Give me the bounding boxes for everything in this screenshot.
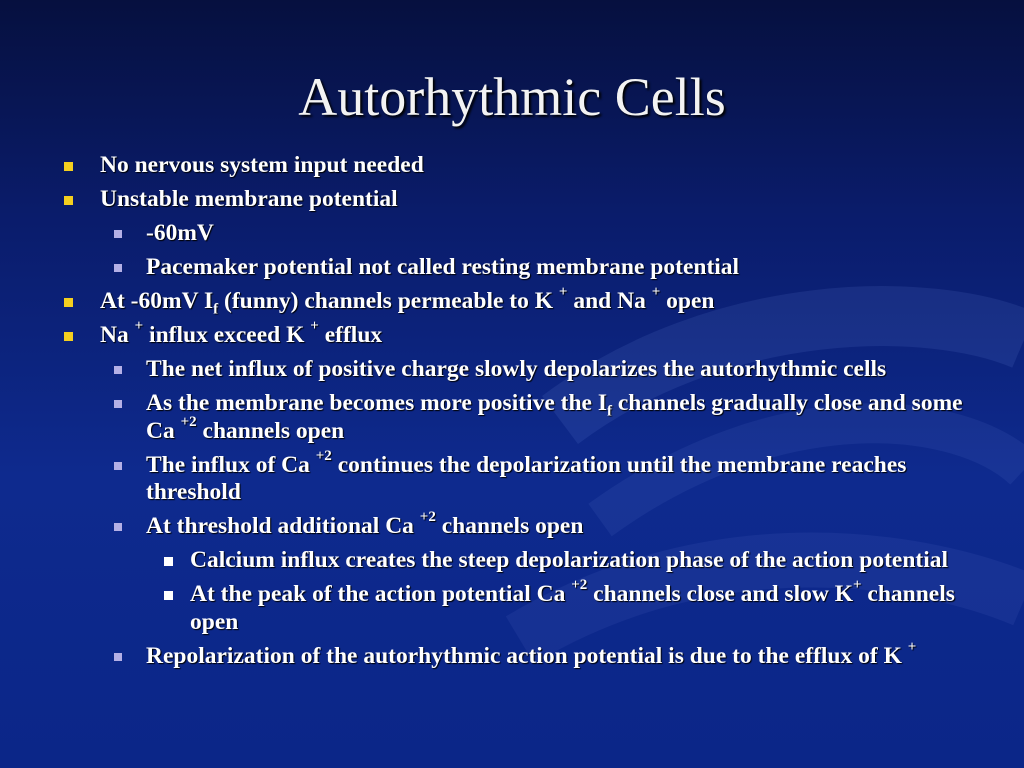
square-bullet-icon <box>64 332 73 341</box>
square-bullet-icon <box>64 196 73 205</box>
sub-bullet-item <box>0 390 1024 445</box>
bullet-text: Unstable membrane potential <box>100 186 398 212</box>
sub-bullet-item <box>0 220 1024 248</box>
slide-title: Autorhythmic Cells <box>298 67 726 127</box>
square-bullet-icon <box>164 591 173 600</box>
bullet-text: At -60mV $I_f$ (funny) channels permeable to K + and Na + open <box>100 284 715 318</box>
bullet-text: Pacemaker potential not called resting membrane potential <box>146 254 740 280</box>
bullet-text: Na + influx exceed K + efflux <box>100 318 383 348</box>
bullet-item <box>0 186 1024 214</box>
bullet-text: The net influx of positive charge slowly depolarizes the autorhythmic cells <box>146 356 887 382</box>
square-bullet-icon <box>64 162 73 171</box>
sub-bullet-item <box>0 509 1024 541</box>
bullet-item <box>0 284 1024 318</box>
bullet-text: Calcium influx creates the steep depolarization phase of the action potential <box>190 547 949 573</box>
square-bullet-icon <box>114 462 122 470</box>
square-bullet-icon <box>164 557 173 566</box>
bullet-text: No nervous system input needed <box>100 152 424 178</box>
sub-bullet-item <box>0 254 1024 282</box>
bullet-text: The influx of Ca $^{+2}$ continues the depolarization until the membrane reaches threshold <box>146 447 907 505</box>
bullet-item <box>0 152 1024 180</box>
sub-bullet-item <box>0 638 1024 671</box>
sub-sub-bullet-item <box>0 547 1024 575</box>
sub-bullet-item <box>0 356 1024 384</box>
bullet-list <box>0 152 1024 677</box>
square-bullet-icon <box>114 366 122 374</box>
bullet-text: At the peak of the action potential Ca $^{+2}$ channels close and slow K+ channels open <box>190 577 955 635</box>
bullet-text: At threshold additional Ca $^{+2}$ channels open <box>146 509 584 539</box>
sub-sub-bullet-item <box>0 577 1024 636</box>
bullet-text: As the membrane becomes more positive the $I_f$ channels gradually close and some Ca $^{+2}$ channels open <box>146 390 963 444</box>
square-bullet-icon <box>114 653 122 661</box>
square-bullet-icon <box>114 400 122 408</box>
square-bullet-icon <box>114 523 122 531</box>
square-bullet-icon <box>114 264 122 272</box>
square-bullet-icon <box>114 230 122 238</box>
bullet-item <box>0 318 1024 350</box>
square-bullet-icon <box>64 298 73 307</box>
bullet-text: Repolarization of the autorhythmic action potential is due to the efflux of K + <box>146 638 917 669</box>
bullet-text: -60mV <box>146 220 214 246</box>
sub-bullet-item <box>0 447 1024 507</box>
